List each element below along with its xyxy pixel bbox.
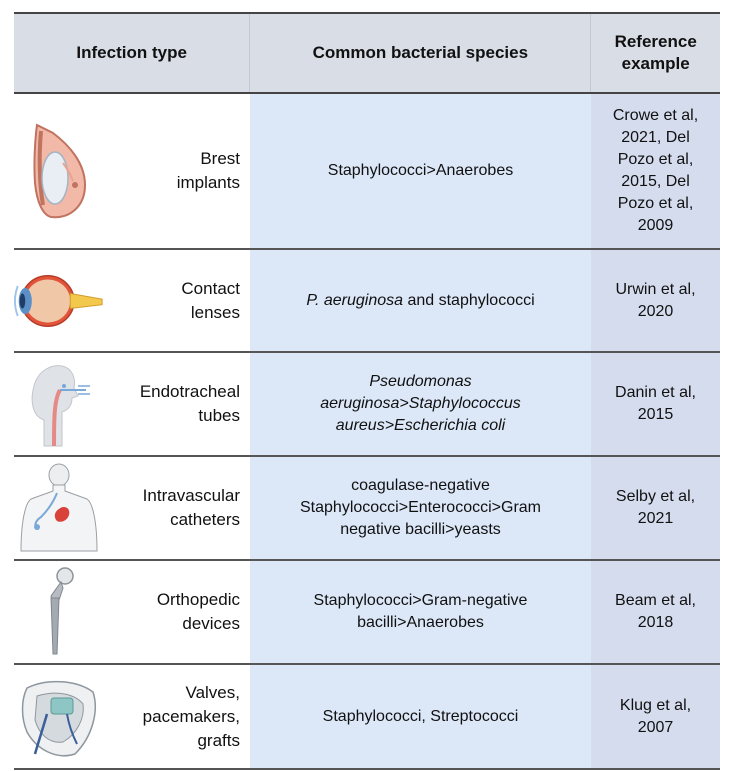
breast-implant-icon [14,94,104,248]
eye-icon [14,250,104,351]
reference-cell: Crowe et al, 2021, Del Pozo et al, 2015, Del Pozo et al, 2009 [591,94,720,248]
infection-table [14,12,720,770]
endotracheal-tube-icon [14,353,104,455]
table-row [14,250,720,353]
heart-pacemaker-icon [14,665,104,768]
infection-type-cell: Valves, pacemakers, grafts [14,665,250,768]
header-reference: Reference example [590,14,720,92]
species-cell: coagulase-negative Staphylococci>Enterococci>Gram negative bacilli>yeasts [250,457,591,559]
table-row [14,353,720,457]
hip-implant-icon [14,561,104,663]
species-cell: Pseudomonas aeruginosa>Staphylococcus aureus>Escherichia coli [250,353,591,455]
table-row [14,561,720,665]
infection-type-cell: Endotracheal tubes [14,353,250,455]
reference-cell: Klug et al, 2007 [591,665,720,768]
infection-type-cell: Intravascular catheters [14,457,250,559]
species-cell: Staphylococci>Gram-negative bacilli>Anaerobes [250,561,591,663]
table-row [14,94,720,250]
infection-type-cell: Orthopedic devices [14,561,250,663]
table-header [14,14,720,94]
species-cell: Staphylococci>Anaerobes [250,94,591,248]
infection-type-cell: Contact lenses [14,250,250,351]
species-cell: Staphylococci, Streptococci [250,665,591,768]
reference-cell: Danin et al, 2015 [591,353,720,455]
infection-type-cell: Brest implants [14,94,250,248]
reference-cell: Beam et al, 2018 [591,561,720,663]
catheter-torso-icon [14,457,104,559]
table-row [14,457,720,561]
table-row [14,665,720,770]
reference-cell: Selby et al, 2021 [591,457,720,559]
reference-cell: Urwin et al, 2020 [591,250,720,351]
header-bacterial-species: Common bacterial species [249,14,590,92]
header-infection-type: Infection type [76,43,187,62]
species-cell: P. aeruginosa and staphylococci [250,250,591,351]
